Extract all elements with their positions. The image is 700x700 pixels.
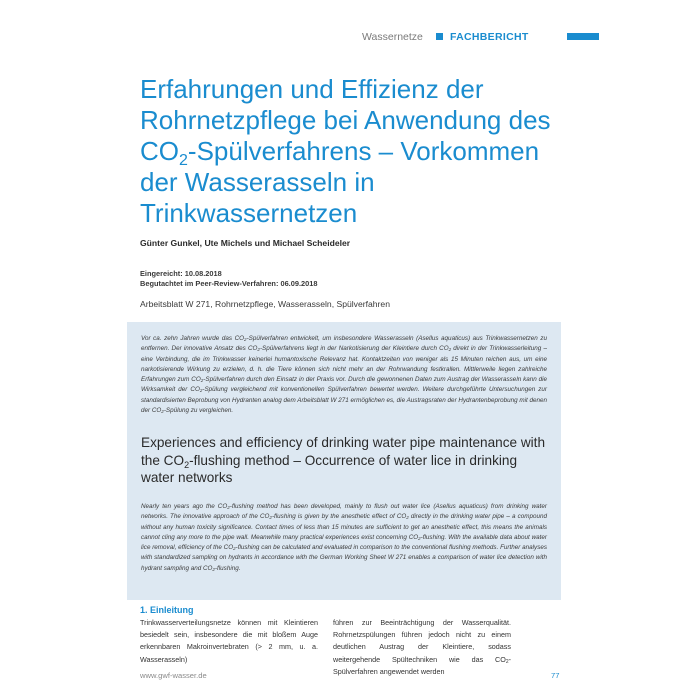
abstract-box <box>127 322 561 600</box>
accent-square <box>436 33 443 40</box>
footer-url[interactable]: www.gwf-wasser.de <box>140 671 207 680</box>
page-number: 77 <box>551 671 560 680</box>
section-heading: 1. Einleitung <box>140 605 194 615</box>
section-category: Wassernetze <box>362 31 423 43</box>
abstract-english: Nearly ten years ago the $CO_2$-flushing method has been developed, mainly to flush out water lice (Asellus aquaticus) from drinking water networks. The innovative approach of the $CO_2$-flushing is given by the anesthetic effect of $CO_2$ directly in the drinking water pipe – a compound without any human toxicity significance. Contact times of less than 15 minutes are sufficient to get an anesthetic effect, this means the animals cannot cling any more to the pipe wall. Meanwhile many practical experiences exist concerning $CO_2$-flushing. With the available data about water lice removal, efficiency of the $CO_2$-flushing can be calculated and evaluated in comparison to the conventional flushing methods. Further analyses with standardized sampling on hydrants in accordance with the German Working Sheet W 271 enables a comparison of water lice detection with hydrant sampling and $CO_2$-flushing. <box>141 503 548 572</box>
body-column-left: Trinkwasserverteilungsnetze können mit Kleintieren besiedelt sein, insbesondere die mit bloßem Auge erkennbaren Makroinvertebraten (> 2 mm, u. a. Wasserasseln) <box>140 618 318 664</box>
authors: Günter Gunkel, Ute Michels und Michael Scheideler <box>140 238 351 248</box>
abstract-german: Vor ca. zehn Jahren wurde das $CO_2$-Spülverfahren entwickelt, um insbesondere Wasserasseln (Asellus aquaticus) aus Trinkwassernetzen zu entfernen. Der innovative Ansatz des $CO_2$-Spülverfahrens liegt in der Narkotisierung der Kleintiere durch $CO_2$ direkt in der Trinkwasserleitung – eine Verbindung, die im Trinkwasser keinerlei humantoxische Relevanz hat. Kontaktzeiten von weniger als 15 Minuten reichen aus, um eine narkotisierende Wirkung zu erzielen, d. h. die Tiere können sich nicht mehr an der Rohrwandung festkrallen. Mittlerweile liegen zahlreiche Erfahrungen zum $CO_2$-Spülverfahren durch den Einsatz in der Praxis vor. Durch die gewonnenen Daten zum Austrag der Wasserasseln kann die Wirksamkeit der $CO_2$-Spülung vergleichend mit konventionellen Spülverfahren bewertet werden. Weitere durchgeführte Untersuchungen zur standardisierten Beprobung von Hydranten analog dem Arbeitsblatt W 271 ermöglichen es, die Austragsraten der Hydrantenbeprobung mit denen der $CO_2$-Spülung zu vergleichen. <box>141 335 548 415</box>
article-type: FACHBERICHT <box>450 31 529 43</box>
review-date: Begutachtet im Peer-Review-Verfahren: 06.09.2018 <box>140 279 318 288</box>
body-column-right: führen zur Beeinträchtigung der Wasserqualität. Rohrnetzspülungen führen jedoch nicht zu einem deutlichen Austrag der Kleintiere, sodass weitergehende Spültechniken wie das $CO_2$-Spülverfahren angewendet werden <box>333 618 511 676</box>
accent-bar <box>567 33 599 40</box>
english-title: Experiences and efficiency of drinking water pipe maintenance with the $CO_2$-flushing method – Occurrence of water lice in drinking water networks <box>141 435 546 485</box>
keywords: Arbeitsblatt W 271, Rohrnetzpflege, Wasserasseln, Spülverfahren <box>140 299 390 309</box>
article-title: Erfahrungen und Effizienz der Rohrnetzpflege bei Anwendung des $CO_2$-Spülverfahrens – Vorkommen der Wasserasseln in Trinkwassernetzen <box>140 74 551 228</box>
received-date: Eingereicht: 10.08.2018 <box>140 269 222 278</box>
